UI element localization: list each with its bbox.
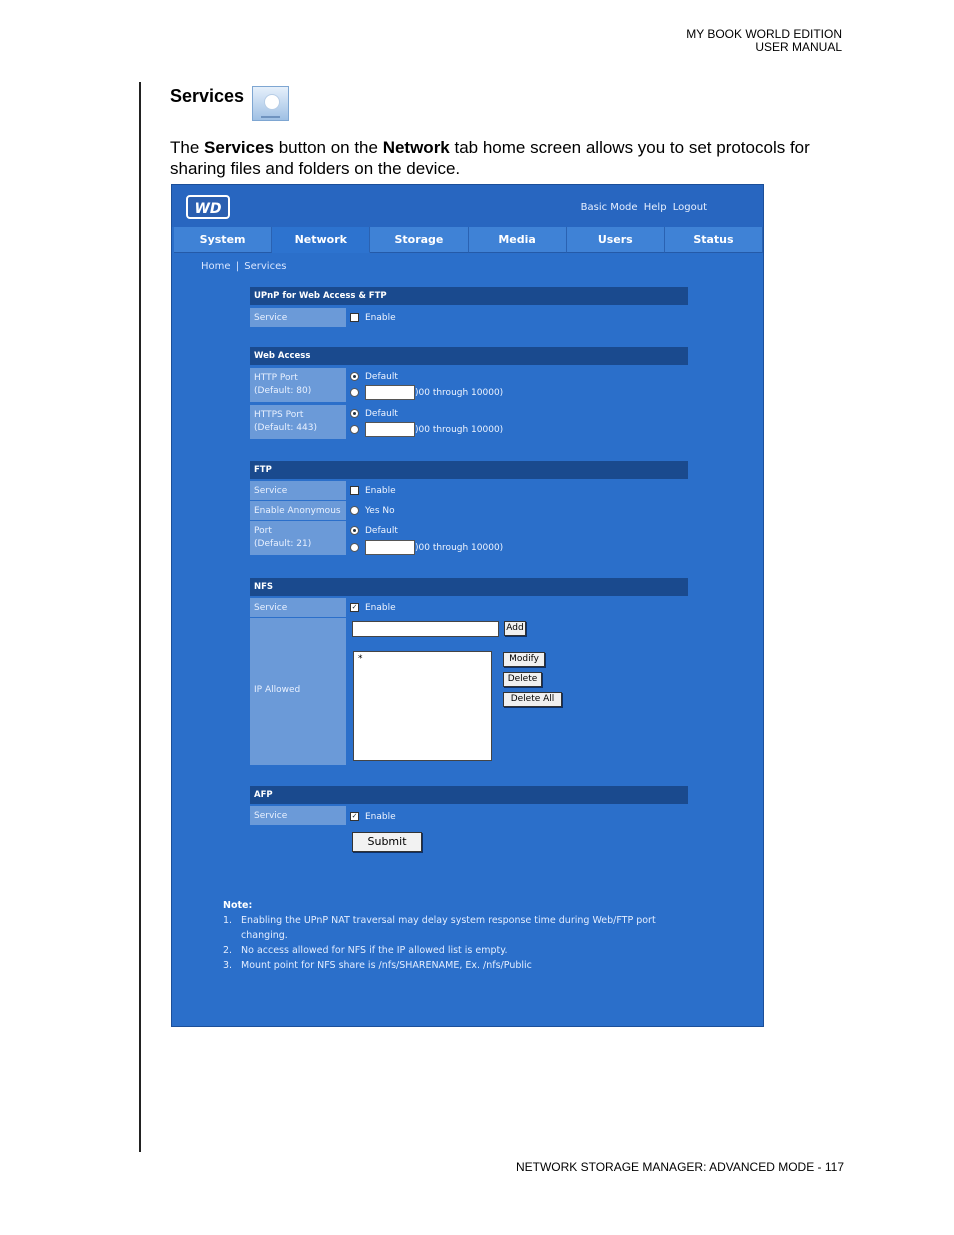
ftp-default-radio[interactable] xyxy=(350,526,359,535)
manual-header xyxy=(686,28,842,54)
services-screenshot xyxy=(171,184,764,1027)
afp-enable: ✓ Enable xyxy=(351,812,396,822)
ftp-custom-radio[interactable] xyxy=(350,543,359,552)
nfs-service-label: Service xyxy=(250,598,346,617)
https-port-label: HTTPS Port (Default: 443) xyxy=(250,405,346,439)
tab-status[interactable]: Status xyxy=(665,227,763,253)
upnp-enable-label: Enable xyxy=(365,313,396,323)
https-default-radio[interactable] xyxy=(350,409,359,418)
header-title: MY BOOK WORLD EDITION xyxy=(686,27,842,41)
note-item: 2. No access allowed for NFS if the IP allowed list is empty. xyxy=(223,945,508,956)
https-custom-radio[interactable] xyxy=(350,425,359,434)
list-item[interactable]: * xyxy=(358,654,363,664)
http-default-radio[interactable] xyxy=(350,372,359,381)
section-title: Services xyxy=(170,86,245,106)
main-tabs xyxy=(174,227,763,253)
https-custom-option: )00 through 10000) xyxy=(350,422,503,437)
ftp-anonymous-label: Enable Anonymous xyxy=(250,501,346,520)
basic-mode-link[interactable]: Basic Mode xyxy=(580,202,638,213)
ftp-port-label: Port (Default: 21) xyxy=(250,521,346,555)
http-default-option: Default xyxy=(350,371,398,384)
note-item: 3. Mount point for NFS share is /nfs/SHARENAME, Ex. /nfs/Public xyxy=(223,960,532,971)
add-button[interactable]: Add xyxy=(504,621,526,636)
tab-system[interactable]: System xyxy=(174,227,272,253)
note-title: Note: xyxy=(223,900,253,911)
nfs-enable-checkbox[interactable]: ✓ xyxy=(351,603,358,611)
header-subtitle: USER MANUAL xyxy=(755,40,842,54)
intro-paragraph: The Services button on the Network tab home screen allows you to set protocols for sharing files and folders on the device. xyxy=(170,138,810,178)
breadcrumb-home[interactable]: Home xyxy=(201,261,231,272)
modify-button[interactable]: Modify xyxy=(503,652,545,667)
help-link[interactable]: Help xyxy=(643,202,667,213)
breadcrumb-current: Services xyxy=(244,261,287,272)
logout-link[interactable]: Logout xyxy=(672,202,707,213)
tab-users[interactable]: Users xyxy=(567,227,665,253)
ip-address-input[interactable] xyxy=(352,621,499,637)
http-port-input[interactable] xyxy=(365,385,415,400)
note-block xyxy=(223,898,703,973)
web-access-section-header: Web Access xyxy=(250,347,688,365)
wd-logo: WD xyxy=(186,195,230,219)
nfs-section-header: NFS xyxy=(250,578,688,596)
tab-storage[interactable]: Storage xyxy=(370,227,468,253)
delete-button[interactable]: Delete xyxy=(503,672,542,687)
upnp-service-label: Service xyxy=(250,308,346,327)
ftp-custom-option: )00 through 10000) xyxy=(350,540,503,555)
page-footer: NETWORK STORAGE MANAGER: ADVANCED MODE - 117 xyxy=(515,1160,844,1174)
nfs-enable: ✓ Enable xyxy=(351,603,396,613)
ip-allowed-list[interactable] xyxy=(353,651,492,761)
ftp-enable: Enable xyxy=(350,485,396,498)
top-bar xyxy=(172,185,763,227)
breadcrumb xyxy=(201,261,288,272)
afp-service-label: Service xyxy=(250,806,346,825)
ftp-anonymous-radio[interactable] xyxy=(350,506,359,515)
submit-button[interactable]: Submit xyxy=(352,832,422,852)
margin-rule xyxy=(139,82,141,1152)
tab-network[interactable]: Network xyxy=(272,227,370,253)
top-links xyxy=(578,202,707,213)
ftp-default-option: Default xyxy=(350,525,398,538)
upnp-enable-checkbox[interactable] xyxy=(350,313,359,322)
upnp-enable xyxy=(350,312,396,325)
ftp-anonymous-options: Yes No xyxy=(350,505,395,518)
http-custom-option: )00 through 10000) xyxy=(350,385,503,400)
http-port-label: HTTP Port (Default: 80) xyxy=(250,368,346,402)
http-custom-radio[interactable] xyxy=(350,388,359,397)
ip-allowed-label: IP Allowed xyxy=(250,618,346,765)
afp-enable-checkbox[interactable]: ✓ xyxy=(351,812,358,820)
upnp-section-header: UPnP for Web Access & FTP xyxy=(250,287,688,305)
breadcrumb-separator: | xyxy=(235,261,240,272)
ftp-service-label: Service xyxy=(250,481,346,500)
delete-all-button[interactable]: Delete All xyxy=(503,692,562,707)
tab-media[interactable]: Media xyxy=(469,227,567,253)
https-default-option: Default xyxy=(350,408,398,421)
ftp-port-input[interactable] xyxy=(365,540,415,555)
afp-section-header: AFP xyxy=(250,786,688,804)
note-item: 1. Enabling the UPnP NAT traversal may delay system response time during Web/FTP port changing. xyxy=(223,915,656,941)
https-port-input[interactable] xyxy=(365,422,415,437)
services-icon xyxy=(252,86,289,121)
ftp-section-header: FTP xyxy=(250,461,688,479)
ftp-enable-checkbox[interactable] xyxy=(350,486,359,495)
